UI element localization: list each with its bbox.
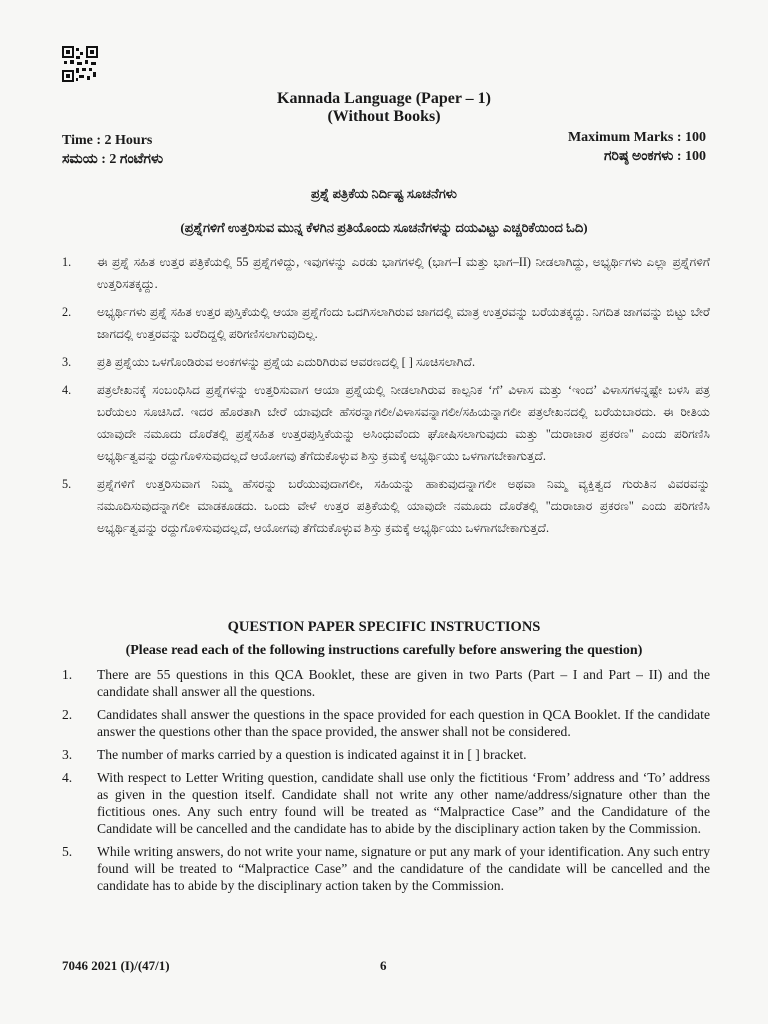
item-text: While writing answers, do not write your name, signature or put any mark of your identification. Any such entry found will be treated to “Malpractice Case” and the candidature of the candidate will be cancelled and the candidate has to abide by the disciplinary action taken by the Commission. [97,844,710,893]
item-number: 1. [62,667,73,682]
item-number: 2. [62,305,72,319]
kannada-instruction-list [62,251,710,545]
list-item [62,843,710,894]
page-number: 6 [380,958,387,973]
kannada-instructions-title: ಪ್ರಶ್ನೆ ಪತ್ರಿಕೆಯ ನಿರ್ದಿಷ್ಟ ಸೂಚನೆಗಳು [311,186,457,201]
marks-kn: ಗರಿಷ್ಠ ಅಂಕಗಳು : 100 [603,149,706,164]
list-item [62,351,710,373]
item-number: 4. [62,383,72,397]
item-number: 2. [62,707,73,722]
list-item [62,301,710,345]
item-text: ಪ್ರತಿ ಪ್ರಶ್ನೆಯು ಒಳಗೊಂಡಿರುವ ಅಂಕಗಳನ್ನು ಪ್ರಶ್ನೆಯ ಎದುರಿಗಿರುವ ಆವರಣದಲ್ಲಿ [ ] ಸೂಚಿಸಲಾಗಿದೆ. [97,355,476,369]
time-block [62,131,163,169]
item-text: With respect to Letter Writing question, candidate shall use only the fictitious ‘From’ address and ‘To’ address as given in the question itself. Candidate shall not write any other name/address/signature other than the fictitious ones. Any such entry found will be treated as “Malpractice Case” and the Candidature of the Candidate will be cancelled and the candidate has to abide by the disciplinary action taken by the Commission. [97,770,710,836]
item-number: 5. [62,844,73,859]
list-item [62,706,710,740]
item-text: Candidates shall answer the questions in the space provided for each question in QCA Booklet. If the candidate answer the questions other than the space provided, the answer shall not be considered. [97,707,710,739]
item-text: ಅಭ್ಯರ್ಥಿಗಳು ಪ್ರಶ್ನೆ ಸಹಿತ ಉತ್ತರ ಪುಸ್ತಿಕೆಯಲ್ಲಿ ಆಯಾ ಪ್ರಶ್ನೆಗೆಂದು ಒದಗಿಸಲಾಗಿರುವ ಜಾಗದಲ್ಲಿ ಮಾತ್ರ ಉತ್ತರವನ್ನು ಬರೆಯತಕ್ಕದ್ದು. ನಿಗದಿತ ಜಾಗವನ್ನು ಬಿಟ್ಟು ಬೇರೆ ಜಾಗದಲ್ಲಿ ಉತ್ತರವನ್ನು ಬರೆದಿದ್ದಲ್ಲಿ ಪರಿಗಣಿಸಲಾಗುವುದಿಲ್ಲ. [97,305,710,341]
english-instructions-title: QUESTION PAPER SPECIFIC INSTRUCTIONS [227,619,541,635]
item-text: ಈ ಪ್ರಶ್ನೆ ಸಹಿತ ಉತ್ತರ ಪತ್ರಿಕೆಯಲ್ಲಿ 55 ಪ್ರಶ್ನೆಗಳಿದ್ದು, ಇವುಗಳನ್ನು ಎರಡು ಭಾಗಗಳಲ್ಲಿ (ಭಾಗ–I ಮತ್ತು ಭಾಗ–II) ನೀಡಲಾಗಿದ್ದು, ಅಭ್ಯರ್ಥಿಗಳು ಎಲ್ಲಾ ಪ್ರಶ್ನೆಗಳಿಗೆ ಉತ್ತರಿಸತಕ್ಕದ್ದು. [97,255,710,291]
list-item [62,251,710,295]
item-text: The number of marks carried by a question is indicated against it in [ ] bracket. [97,747,527,762]
item-number: 1. [62,255,72,269]
list-item [62,379,710,467]
qr-code [62,46,98,82]
item-number: 3. [62,355,72,369]
english-instructions-subtitle: (Please read each of the following instructions carefully before answering the question) [125,643,643,658]
english-instruction-list [62,666,710,900]
item-text: ಪ್ರಶ್ನೆಗಳಿಗೆ ಉತ್ತರಿಸುವಾಗ ನಿಮ್ಮ ಹೆಸರನ್ನು ಬರೆಯುವುದಾಗಲೀ, ಸಹಿಯನ್ನು ಹಾಕುವುದನ್ನಾಗಲೀ ಅಥವಾ ನಿಮ್ಮ ವ್ಯಕ್ತಿತ್ವದ ಗುರುತಿನ ವಿವರವನ್ನು ನಮೂದಿಸುವುದನ್ನಾಗಲೀ ಮಾಡಕೂಡದು. ಒಂದು ವೇಳೆ ಉತ್ತರ ಪತ್ರಿಕೆಯಲ್ಲಿ ಯಾವುದೇ ನಮೂದು ದೊರೆತಲ್ಲಿ "ದುರಾಚಾರ ಪ್ರಕರಣ" ಎಂದು ಪರಿಗಣಿಸಿ ಅಭ್ಯರ್ಥಿತ್ವವನ್ನು ರದ್ದುಗೊಳಿಸುವುದಲ್ಲದೆ, ಆಯೋಗವು ತೆಗೆದುಕೊಳ್ಳುವ ಶಿಸ್ತು ಕ್ರಮಕ್ಕೆ ಅಭ್ಯರ್ಥಿಯು ಒಳಗಾಗಬೇಕಾಗುತ್ತದೆ. [97,477,710,535]
paper-code: 7046 2021 (I)/(47/1) [62,958,170,973]
item-number: 3. [62,747,73,762]
marks-block [568,128,706,166]
paper-title: Kannada Language (Paper – 1) [277,90,491,107]
item-number: 5. [62,477,72,491]
list-item [62,666,710,700]
item-text: ಪತ್ರಲೇಖನಕ್ಕೆ ಸಂಬಂಧಿಸಿದ ಪ್ರಶ್ನೆಗಳನ್ನು ಉತ್ತರಿಸುವಾಗ ಆಯಾ ಪ್ರಶ್ನೆಯಲ್ಲಿ ನೀಡಲಾಗಿರುವ ಕಾಲ್ಪನಿಕ ‘ಗೆ’ ವಿಳಾಸ ಮತ್ತು ‘ಇಂದ’ ವಿಳಾಸಗಳನ್ನಷ್ಟೇ ಬಳಸಿ ಪತ್ರ ಬರೆಯಲು ಸೂಚಿಸಿದೆ. ಇದರ ಹೊರತಾಗಿ ಬೇರೆ ಯಾವುದೇ ಹೆಸರನ್ನಾಗಲೀ/ವಿಳಾಸವನ್ನಾಗಲೀ/ಸಹಿಯನ್ನಾಗಲೀ ಪತ್ರಲೇಖನದಲ್ಲಿ ಬರೆಯಬಾರದು. ಈ ರೀತಿಯ ಯಾವುದೇ ನಮೂದು ದೊರೆತಲ್ಲಿ ಪ್ರಶ್ನೆಸಹಿತ ಉತ್ತರಪುಸ್ತಿಕೆಯನ್ನು ಅಸಿಂಧುವೆಂದು ಘೋಷಿಸಲಾಗುವುದು ಮತ್ತು "ದುರಾಚಾರ ಪ್ರಕರಣ" ಎಂದು ಪರಿಗಣಿಸಿ ಅಭ್ಯರ್ಥಿತ್ವವನ್ನು ರದ್ದುಗೊಳಿಸುವುದಲ್ಲದೆ ಆಯೋಗವು ತೆಗೆದುಕೊಳ್ಳುವ ಶಿಸ್ತು ಕ್ರಮಕ್ಕೆ ಅಭ್ಯರ್ಥಿಯು ಒಳಗಾಗಬೇಕಾಗುತ್ತದೆ. [97,383,710,463]
list-item [62,746,710,763]
paper-subtitle: (Without Books) [327,108,441,125]
list-item [62,473,710,539]
item-text: There are 55 questions in this QCA Booklet, these are given in two Parts (Part – I and Part – II) and the candidate shall answer all the questions. [97,667,710,699]
item-number: 4. [62,770,73,785]
time-en: Time : 2 Hours [62,133,153,148]
time-kn: ಸಮಯ : 2 ಗಂಟೆಗಳು [62,152,164,167]
list-item [62,769,710,837]
kannada-instructions-subtitle: (ಪ್ರಶ್ನೆಗಳಿಗೆ ಉತ್ತರಿಸುವ ಮುನ್ನ ಕೆಳಗಿನ ಪ್ರತಿಯೊಂದು ಸೂಚನೆಗಳನ್ನು ದಯವಿಟ್ಟು ಎಚ್ಚರಿಕೆಯಿಂದ ಓದಿ) [180,220,588,235]
marks-en: Maximum Marks : 100 [567,130,706,145]
